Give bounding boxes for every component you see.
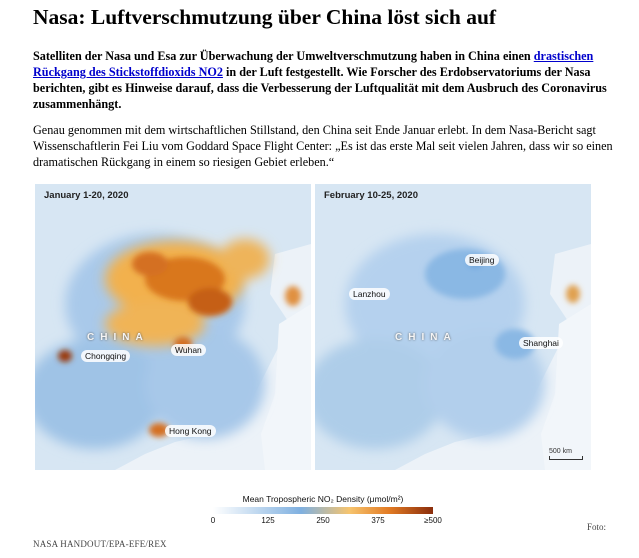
map-february-graphic xyxy=(315,184,591,470)
no2-legend xyxy=(203,494,443,528)
legend-tick: 375 xyxy=(371,516,385,525)
map-january-country-label: CHINA xyxy=(87,332,149,343)
scale-bar-graphic xyxy=(549,456,583,460)
map-january-period: January 1-20, 2020 xyxy=(44,190,129,201)
legend-color-ramp xyxy=(213,507,433,514)
city-label-wuhan: Wuhan xyxy=(171,344,206,356)
city-label-hong-kong: Hong Kong xyxy=(165,425,216,437)
article-title: Nasa: Luftverschmutzung über China löst sich auf xyxy=(33,5,497,29)
map-january xyxy=(35,184,311,470)
lead-text-end: in der Luft festgestellt. Wie Forscher des Erdobservatoriums der Nasa berichten, gibt es Hinweise darauf, dass die Verbesserung der Luftqualität mit dem Ausbruch des Coronavirus zusammenhängt. xyxy=(33,65,607,111)
city-label-chongqing: Chongqing xyxy=(81,350,130,362)
legend-tick: 0 xyxy=(210,516,216,525)
photo-credit: NASA HANDOUT/EPA-EFE/REX xyxy=(33,539,167,549)
map-scale-bar xyxy=(549,448,583,460)
lead-text-start: Satelliten der Nasa und Esa zur Überwachung der Umweltverschmutzung haben in China einen xyxy=(33,49,534,63)
article-lead xyxy=(33,48,623,112)
legend-title: Mean Tropospheric NO₂ Density (μmol/m²) xyxy=(242,494,404,504)
city-label-lanzhou: Lanzhou xyxy=(349,288,390,300)
photo-label: Foto: xyxy=(587,522,607,532)
legend-ticks xyxy=(203,516,443,528)
map-february-country-label: CHINA xyxy=(395,332,457,343)
no2-decline-link[interactable]: drastischen Rückgang des Stickstoffdioxids NO2 xyxy=(33,49,594,79)
map-february xyxy=(315,184,591,470)
legend-tick: ≥500 xyxy=(424,516,442,525)
map-february-period: February 10-25, 2020 xyxy=(324,190,419,201)
city-label-shanghai: Shanghai xyxy=(519,337,563,349)
legend-tick: 250 xyxy=(316,516,330,525)
legend-tick: 125 xyxy=(261,516,275,525)
no2-comparison-figure xyxy=(33,182,607,525)
article-body: Genau genommen mit dem wirtschaftlichen Stillstand, den China seit Ende Januar erlebt. In dem Nasa-Bericht sagt Wissenschaftlerin Fei Liu vom Goddard Space Flight Center: „Es ist das erste Mal seit vielen Jahren, dass wir so einen dramatischen Rückgang in einem so riesigen Gebiet erleben.“ xyxy=(33,123,613,169)
city-label-beijing: Beijing xyxy=(465,254,499,266)
scale-label: 500 km xyxy=(549,448,572,455)
